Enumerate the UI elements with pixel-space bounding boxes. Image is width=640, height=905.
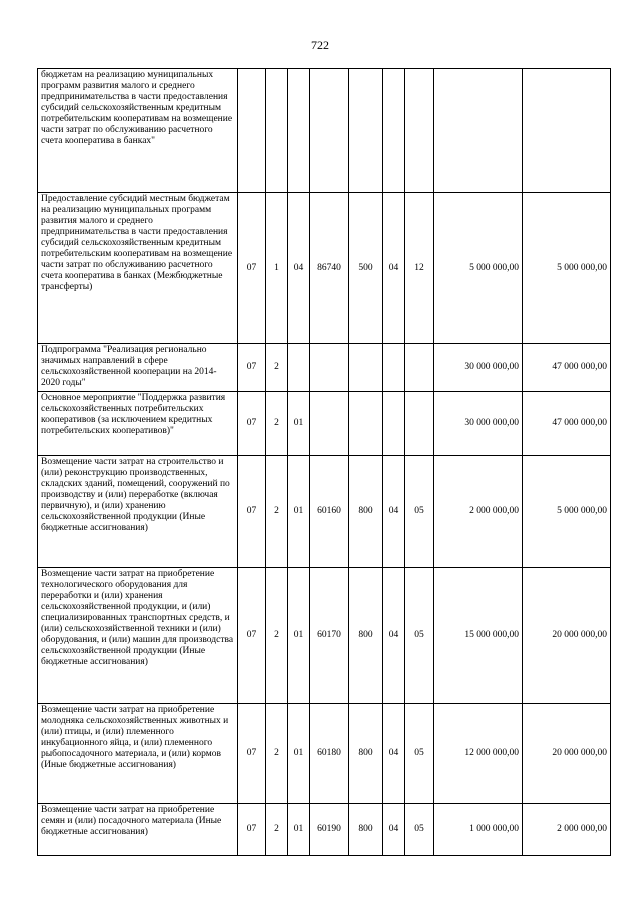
cell-section: 04 [383,456,405,568]
cell-expense-type: 800 [349,568,383,704]
cell-amount-year2: 5 000 000,00 [523,456,611,568]
cell-expense-type: 800 [349,704,383,804]
cell-event: 01 [288,456,310,568]
cell-program: 07 [238,193,266,344]
table-row [38,69,611,193]
cell-program: 07 [238,704,266,804]
cell-amount-year2: 20 000 000,00 [523,704,611,804]
cell-subsection: 05 [405,456,434,568]
cell-program: 07 [238,392,266,456]
cell-amount-year1 [434,69,523,193]
row-name: Основное мероприятие "Поддержка развития сельскохозяйственных потребительских кооперативов (за исключением кредитных потребительских кооперативов)" [38,392,238,456]
cell-program [238,69,266,193]
row-name: Предоставление субсидий местным бюджетам на реализацию муниципальных программ развития малого и среднего предпринимательства в части предоставления субсидий сельскохозяйственным кредитным потребительским кооперативам на возмещение части затрат по обслуживанию расчетного счета кооператива в банках (Межбюджетные трансферты) [38,193,238,344]
cell-section: 04 [383,704,405,804]
cell-direction [310,69,349,193]
row-name: бюджетам на реализацию муниципальных программ развития малого и среднего предпринимательства в части предоставления субсидий сельскохозяйственным кредитным потребительским кооперативам на возмещение части затрат по обслуживанию расчетного счета кооператива в банках" [38,69,238,193]
row-name: Возмещение части затрат на приобретение технологического оборудования для переработки и (или) хранения сельскохозяйственной продукции, и (или) специализированных транспортных средств, и (или) сельскохозяйственной техники и (или) оборудования, и (или) машин для производства сельскохозяйственной продукции (Иные бюджетные ассигнования) [38,568,238,704]
cell-subprogram: 2 [266,456,288,568]
cell-section [383,344,405,392]
cell-event [288,344,310,392]
table-row [38,392,611,456]
cell-subsection [405,69,434,193]
cell-subsection: 05 [405,804,434,856]
cell-program: 07 [238,804,266,856]
cell-subsection [405,392,434,456]
cell-expense-type [349,392,383,456]
cell-direction: 60160 [310,456,349,568]
cell-amount-year2 [523,69,611,193]
cell-amount-year1: 12 000 000,00 [434,704,523,804]
cell-section [383,69,405,193]
cell-subsection: 05 [405,568,434,704]
cell-section: 04 [383,804,405,856]
cell-subprogram: 2 [266,344,288,392]
cell-subprogram: 2 [266,568,288,704]
cell-amount-year2: 47 000 000,00 [523,344,611,392]
cell-subprogram [266,69,288,193]
cell-subprogram: 1 [266,193,288,344]
cell-amount-year2: 47 000 000,00 [523,392,611,456]
cell-subsection: 12 [405,193,434,344]
cell-expense-type [349,69,383,193]
cell-program: 07 [238,344,266,392]
table-row [38,568,611,704]
cell-direction [310,344,349,392]
cell-section: 04 [383,568,405,704]
cell-program: 07 [238,456,266,568]
cell-event: 04 [288,193,310,344]
cell-amount-year2: 5 000 000,00 [523,193,611,344]
cell-subsection [405,344,434,392]
cell-event [288,69,310,193]
cell-subsection: 05 [405,704,434,804]
cell-program: 07 [238,568,266,704]
cell-amount-year2: 2 000 000,00 [523,804,611,856]
row-name: Подпрограмма "Реализация регионально значимых направлений в сфере сельскохозяйственной кооперации на 2014-2020 годы" [38,344,238,392]
table-row [38,704,611,804]
cell-subprogram: 2 [266,704,288,804]
cell-amount-year1: 2 000 000,00 [434,456,523,568]
cell-subprogram: 2 [266,804,288,856]
cell-direction: 60170 [310,568,349,704]
cell-direction: 60180 [310,704,349,804]
cell-amount-year1: 1 000 000,00 [434,804,523,856]
table-row [38,193,611,344]
cell-expense-type: 500 [349,193,383,344]
cell-event: 01 [288,704,310,804]
cell-direction: 60190 [310,804,349,856]
cell-amount-year2: 20 000 000,00 [523,568,611,704]
cell-amount-year1: 5 000 000,00 [434,193,523,344]
cell-amount-year1: 15 000 000,00 [434,568,523,704]
page-number: 722 [311,38,329,52]
row-name: Возмещение части затрат на приобретение семян и (или) посадочного материала (Иные бюджетные ассигнования) [38,804,238,856]
table-row [38,344,611,392]
budget-table [37,68,611,856]
row-name: Возмещение части затрат на приобретение молодняка сельскохозяйственных животных и (или) птицы, и (или) племенного инкубационного яйца, и (или) племенного рыбопосадочного материала, и (или) кормов (Иные бюджетные ассигнования) [38,704,238,804]
row-name: Возмещение части затрат на строительство и (или) реконструкцию производственных, складских зданий, помещений, сооружений по производству и (или) переработке (включая первичную), и (или) хранению сельскохозяйственной продукции (Иные бюджетные ассигнования) [38,456,238,568]
table-row [38,456,611,568]
cell-event: 01 [288,804,310,856]
cell-expense-type [349,344,383,392]
cell-direction: 86740 [310,193,349,344]
cell-expense-type: 800 [349,804,383,856]
cell-event: 01 [288,392,310,456]
cell-direction [310,392,349,456]
cell-amount-year1: 30 000 000,00 [434,392,523,456]
cell-section: 04 [383,193,405,344]
cell-subprogram: 2 [266,392,288,456]
table-row [38,804,611,856]
cell-event: 01 [288,568,310,704]
cell-amount-year1: 30 000 000,00 [434,344,523,392]
cell-section [383,392,405,456]
cell-expense-type: 800 [349,456,383,568]
